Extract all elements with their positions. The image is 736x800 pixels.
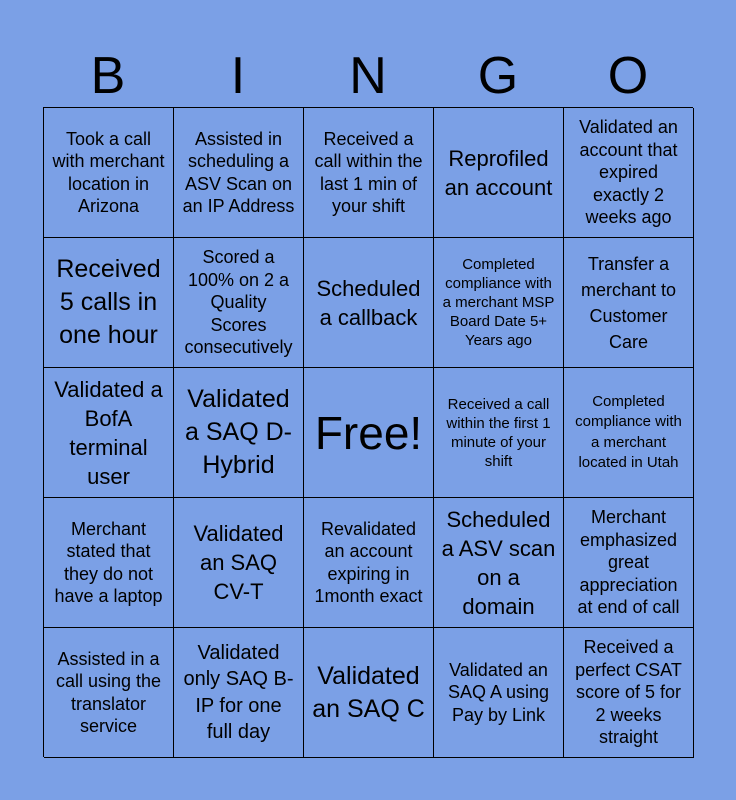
cell-text: Validated a SAQ D-Hybrid bbox=[185, 385, 292, 479]
cell-text: Assisted in a call using the translator service bbox=[55, 648, 162, 736]
bingo-header bbox=[43, 46, 693, 106]
header-letter-g: G bbox=[477, 47, 519, 105]
bingo-cell[interactable] bbox=[564, 238, 694, 368]
cell-text: Received a call within the last 1 min of your shift bbox=[314, 128, 423, 216]
bingo-cell[interactable] bbox=[434, 238, 564, 368]
cell-text: Validated only SAQ B-IP for one full day bbox=[183, 641, 294, 743]
bingo-cell[interactable] bbox=[564, 498, 694, 628]
bingo-cell[interactable] bbox=[174, 368, 304, 498]
cell-text: Received 5 calls in one hour bbox=[56, 255, 161, 349]
cell-text: Validated an SAQ C bbox=[312, 661, 425, 723]
bingo-cell[interactable] bbox=[44, 108, 174, 238]
bingo-cell[interactable] bbox=[304, 238, 434, 368]
bingo-cell[interactable] bbox=[564, 108, 694, 238]
header-letter-o: O bbox=[607, 47, 649, 105]
cell-text: Scheduled a ASV scan on a domain bbox=[441, 506, 556, 619]
header-letter-n: N bbox=[349, 47, 387, 105]
cell-text: Validated an SAQ A using Pay by Link bbox=[447, 659, 550, 725]
cell-text: Validated an account that expired exactly 2 weeks ago bbox=[579, 117, 678, 228]
header-letter-i: I bbox=[230, 47, 246, 105]
bingo-cell-free[interactable] bbox=[304, 368, 434, 498]
cell-text: Merchant stated that they do not have a laptop bbox=[54, 518, 163, 606]
bingo-cell[interactable] bbox=[304, 628, 434, 758]
bingo-cell[interactable] bbox=[434, 498, 564, 628]
bingo-cell[interactable] bbox=[304, 498, 434, 628]
bingo-cell[interactable] bbox=[564, 368, 694, 498]
cell-text: Transfer a merchant to Customer Care bbox=[580, 253, 677, 352]
header-letter-b: B bbox=[90, 47, 126, 105]
cell-text: Completed compliance with a merchant MSP Board Date 5+ Years ago bbox=[442, 256, 555, 349]
bingo-cell[interactable] bbox=[44, 368, 174, 498]
cell-text: Validated an SAQ CV-T bbox=[193, 521, 284, 604]
bingo-cell[interactable] bbox=[44, 498, 174, 628]
cell-text: Completed compliance with a merchant located in Utah bbox=[575, 392, 682, 471]
bingo-cell[interactable] bbox=[174, 108, 304, 238]
cell-text: Validated a BofA terminal user bbox=[54, 376, 163, 489]
free-space-text: Free! bbox=[314, 406, 423, 459]
cell-text: Assisted in scheduling a ASV Scan on an IP Address bbox=[182, 128, 295, 216]
cell-text: Merchant emphasized great appreciation at end of call bbox=[577, 507, 680, 618]
bingo-cell[interactable] bbox=[434, 368, 564, 498]
bingo-cell[interactable] bbox=[44, 238, 174, 368]
bingo-cell[interactable] bbox=[174, 498, 304, 628]
cell-text: Received a perfect CSAT score of 5 for 2 weeks straight bbox=[575, 637, 682, 748]
bingo-cell[interactable] bbox=[174, 238, 304, 368]
bingo-cell[interactable] bbox=[434, 108, 564, 238]
cell-text: Scored a 100% on 2 a Quality Scores consecutively bbox=[184, 247, 293, 358]
bingo-cell[interactable] bbox=[304, 108, 434, 238]
cell-text: Revalidated an account expiring in 1month exact bbox=[314, 518, 423, 606]
cell-text: Scheduled a callback bbox=[316, 275, 421, 330]
bingo-card bbox=[43, 107, 693, 757]
cell-text: Took a call with merchant location in Arizona bbox=[52, 128, 165, 216]
bingo-cell[interactable] bbox=[564, 628, 694, 758]
cell-text: Received a call within the first 1 minute of your shift bbox=[446, 395, 551, 470]
bingo-cell[interactable] bbox=[44, 628, 174, 758]
cell-text: Reprofiled an account bbox=[444, 145, 553, 200]
bingo-cell[interactable] bbox=[174, 628, 304, 758]
bingo-cell[interactable] bbox=[434, 628, 564, 758]
